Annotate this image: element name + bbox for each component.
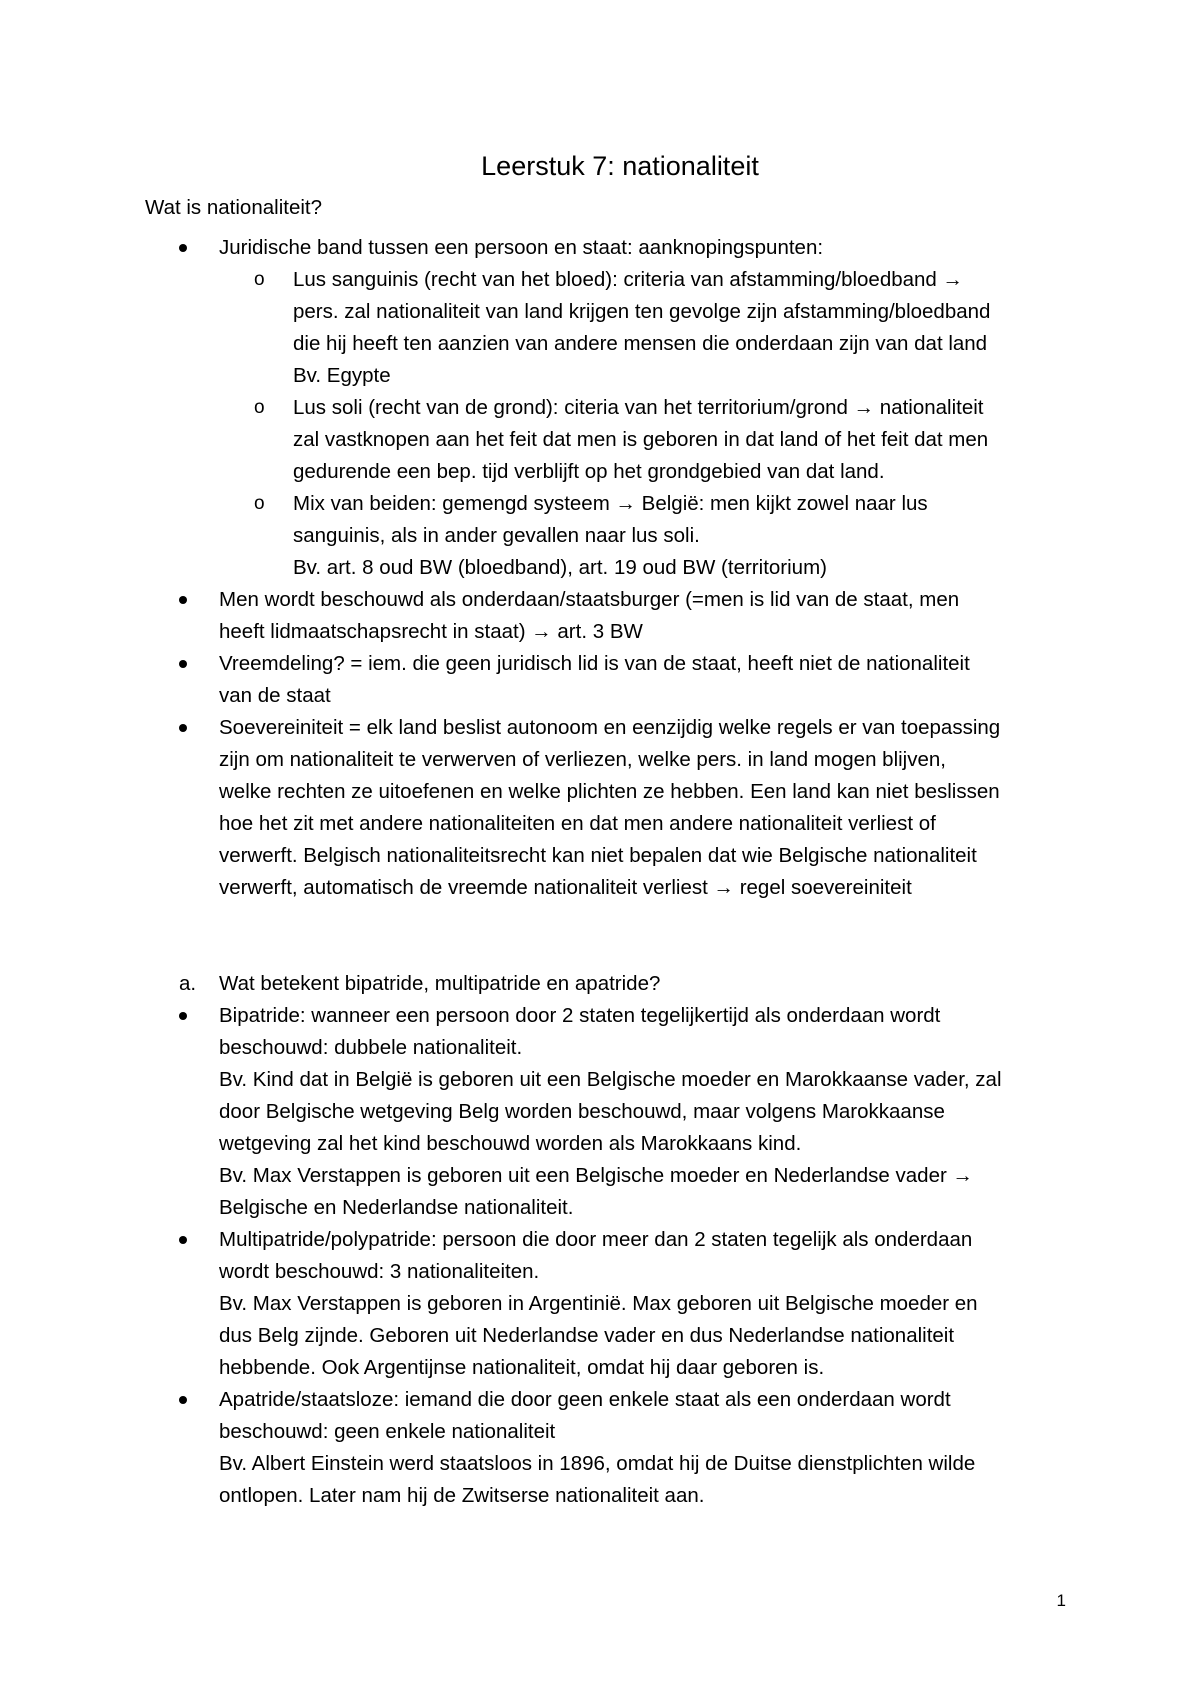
text-line: ontlopen. Later nam hij de Zwitserse nationaliteit aan. xyxy=(219,1484,705,1507)
bullet-list-nationality xyxy=(145,232,1075,904)
text-line: die hij heeft ten aanzien van andere mensen die onderdaan zijn van dat land xyxy=(293,332,988,355)
text-line: beschouwd: dubbele nationaliteit. xyxy=(219,1036,523,1059)
bullet-icon xyxy=(179,660,187,668)
bullet-item-apatride xyxy=(145,1384,1075,1512)
text-line: Lus sanguinis (recht van het bloed): criteria van afstamming/bloedband → xyxy=(293,268,964,291)
bullet-item-sovereignty xyxy=(145,712,1075,904)
text-line: Bv. Max Verstappen is geboren in Argentinië. Max geboren uit Belgische moeder en xyxy=(219,1292,978,1315)
subheading-patride xyxy=(145,968,1075,1000)
sub-item-mixed-system xyxy=(219,488,1075,584)
text-line: welke rechten ze uitoefenen en welke plichten ze hebben. Een land kan niet beslissen xyxy=(219,780,1000,803)
bullet-item-juridical-bond xyxy=(145,232,1075,584)
text-line: verwerft, automatisch de vreemde nationaliteit verliest → regel soevereiniteit xyxy=(219,876,912,899)
text-line: heeft lidmaatschapsrecht in staat) → art. 3 BW xyxy=(219,620,643,643)
text-line: Lus soli (recht van de grond): citeria van het territorium/grond → nationaliteit xyxy=(293,396,984,419)
page-content xyxy=(145,148,1075,1512)
text-line: Multipatride/polypatride: persoon die door meer dan 2 staten tegelijk als onderdaan xyxy=(219,1228,973,1251)
bullet-icon xyxy=(179,724,187,732)
text-line: Mix van beiden: gemengd systeem → België: men kijkt zowel naar lus xyxy=(293,492,928,515)
list-letter: a. xyxy=(179,972,197,995)
text-line: verwerft. Belgisch nationaliteitsrecht kan niet bepalen dat wie Belgische nationaliteit xyxy=(219,844,977,867)
circle-bullet-icon: o xyxy=(254,269,265,290)
text-line: Bv. art. 8 oud BW (bloedband), art. 19 oud BW (territorium) xyxy=(293,556,827,579)
circle-bullet-icon: o xyxy=(254,397,265,418)
text-line: zijn om nationaliteit te verwerven of verliezen, welke pers. in land mogen blijven, xyxy=(219,748,946,771)
text-line: sanguinis, als in ander gevallen naar lus soli. xyxy=(293,524,700,547)
text-line: Men wordt beschouwd als onderdaan/staatsburger (=men is lid van de staat, men xyxy=(219,588,960,611)
page-number: 1 xyxy=(1056,1591,1066,1610)
text-line: Bv. Egypte xyxy=(293,364,391,387)
bullet-item-bipatride xyxy=(145,1000,1075,1224)
text-line: van de staat xyxy=(219,684,331,707)
bullet-icon xyxy=(179,1396,187,1404)
section-spacer xyxy=(145,904,1075,968)
text-line: Bv. Max Verstappen is geboren uit een Belgische moeder en Nederlandse vader → xyxy=(219,1164,974,1187)
text-line: Bv. Kind dat in België is geboren uit een Belgische moeder en Marokkaanse vader, zal xyxy=(219,1068,1002,1091)
bullet-icon xyxy=(179,1236,187,1244)
text-line: door Belgische wetgeving Belg worden beschouwd, maar volgens Marokkaanse xyxy=(219,1100,945,1123)
sub-item-ius-sanguinis xyxy=(219,264,1075,392)
sub-item-ius-soli xyxy=(219,392,1075,488)
text-line: Soevereiniteit = elk land beslist autonoom en eenzijdig welke regels er van toepassing xyxy=(219,716,1001,739)
section-question: Wat is nationaliteit? xyxy=(145,196,322,219)
bullet-icon xyxy=(179,244,187,252)
text-line: wordt beschouwd: 3 nationaliteiten. xyxy=(219,1260,540,1283)
text-line: Wat betekent bipatride, multipatride en apatride? xyxy=(219,972,661,995)
text-line: Belgische en Nederlandse nationaliteit. xyxy=(219,1196,574,1219)
text-line: wetgeving zal het kind beschouwd worden als Marokkaans kind. xyxy=(219,1132,802,1155)
text-line: gedurende een bep. tijd verblijft op het grondgebied van dat land. xyxy=(293,460,885,483)
text-line: hoe het zit met andere nationaliteiten en dat men andere nationaliteit verliest of xyxy=(219,812,936,835)
bullet-icon xyxy=(179,596,187,604)
text-line: beschouwd: geen enkele nationaliteit xyxy=(219,1420,556,1443)
text-line: zal vastknopen aan het feit dat men is geboren in dat land of het feit dat men xyxy=(293,428,989,451)
text-line: Vreemdeling? = iem. die geen juridisch lid is van de staat, heeft niet de nationaliteit xyxy=(219,652,970,675)
bullet-item-foreigner xyxy=(145,648,1075,712)
text-line: Apatride/staatsloze: iemand die door geen enkele staat als een onderdaan wordt xyxy=(219,1388,951,1411)
text-line: pers. zal nationaliteit van land krijgen ten gevolge zijn afstamming/bloedband xyxy=(293,300,991,323)
bullet-item-citizen xyxy=(145,584,1075,648)
text-line: dus Belg zijnde. Geboren uit Nederlandse vader en dus Nederlandse nationaliteit xyxy=(219,1324,955,1347)
text-line: Juridische band tussen een persoon en staat: aanknopingspunten: xyxy=(219,236,824,259)
bullet-item-multipatride xyxy=(145,1224,1075,1384)
sub-list-connecting-factors xyxy=(219,264,1075,584)
circle-bullet-icon: o xyxy=(254,493,265,514)
bullet-list-patride xyxy=(145,968,1075,1512)
page-title: Leerstuk 7: nationaliteit xyxy=(481,151,759,181)
text-line: hebbende. Ook Argentijnse nationaliteit, omdat hij daar geboren is. xyxy=(219,1356,825,1379)
text-line: Bipatride: wanneer een persoon door 2 staten tegelijkertijd als onderdaan wordt xyxy=(219,1004,941,1027)
text-line: Bv. Albert Einstein werd staatsloos in 1896, omdat hij de Duitse dienstplichten wilde xyxy=(219,1452,976,1475)
bullet-icon xyxy=(179,1012,187,1020)
